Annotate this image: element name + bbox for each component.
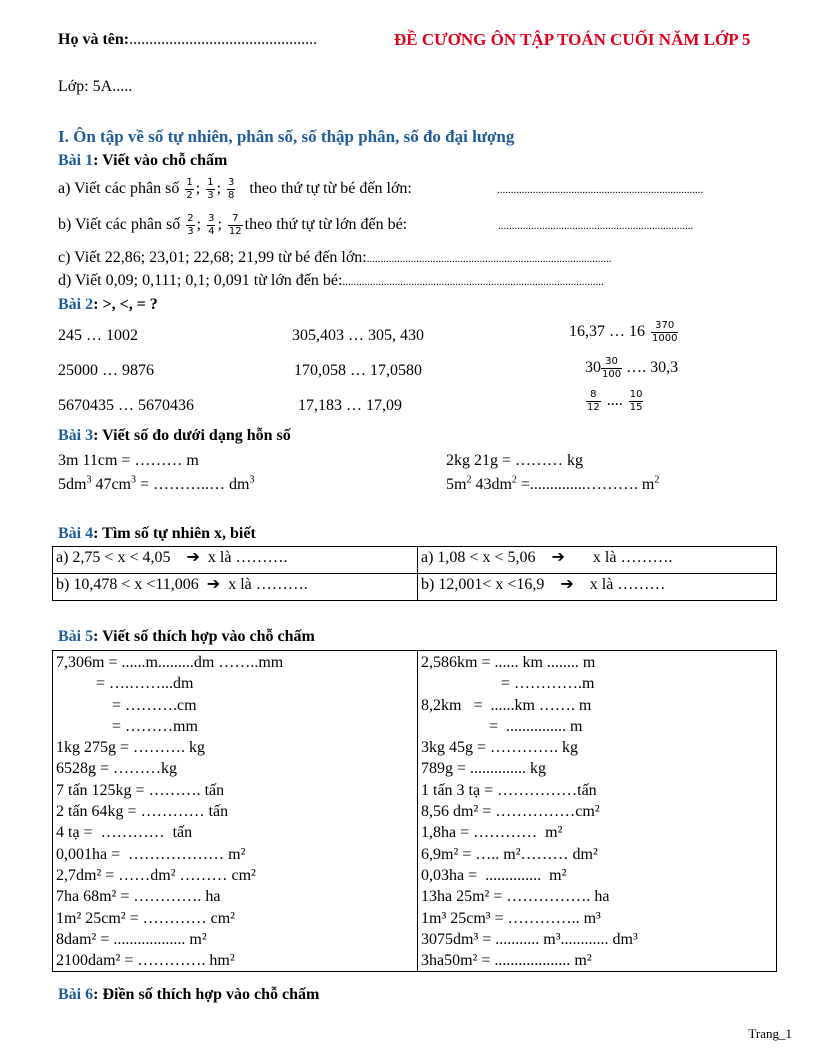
bai5-line: 2100dam² = …………. hm² (56, 952, 235, 970)
bai5-line: 7ha 68m² = …………. ha (56, 888, 221, 906)
bai1-a: a) Viết các phân số $\frac{1}{2}$ ; $\frac{1}{3}$ ; $\frac{3}{8}$ theo thứ tự từ bé đến lớn: (58, 177, 412, 201)
bai5-line: 6528g = ………kg (56, 760, 178, 778)
bai5-line: 8,56 dm² = ……………cm² (421, 803, 600, 821)
bai3-l2: $5dm^3$ $47cm^3$ = ………..… $dm^3$ (58, 474, 255, 493)
bai5-line: = ............... m (421, 717, 583, 735)
bai2-r1c1: 245 … 1002 (58, 327, 138, 344)
bai2-r2c3: 30 $\frac{30}{100}$ …. 30,3 (585, 356, 679, 380)
bai5-line: 3075dm³ = ........... m³............ dm³ (421, 930, 638, 948)
bai5-line: 0,03ha = .............. m² (421, 866, 567, 884)
bai5-line: 3kg 45g = …………. kg (421, 739, 579, 757)
bai1-title: Bài 1: Viết vào chỗ chấm (58, 152, 228, 169)
arrow-icon: ➔ (560, 576, 574, 593)
bai5-line: = ……….cm (56, 696, 197, 714)
bai5-line: = ….……...dm (56, 675, 194, 693)
bai5-line: 2,586km = ...... km ........ m (421, 654, 596, 671)
bai2-r2c2: 170,058 … 17,0580 (294, 362, 422, 379)
bai5-line: 2,7dm² = ……dm² ……… cm² (56, 866, 256, 884)
bai5-line: 2 tấn 64kg = ………… tấn (56, 803, 229, 821)
bai3-r1: 2kg 21g = ……… kg (446, 452, 584, 469)
bai4-cell: a) 1,08 < x < 5,06 ➔ x là ………. (418, 547, 777, 574)
fraction: $\frac{8}{12}$ (587, 389, 600, 413)
bai2-r3c3: $\frac{8}{12}$ .... $\frac{10}{15}$ (587, 389, 643, 413)
bai1-b: b) Viết các phân số $\frac{2}{3}$ ; $\frac{3}{4}$ ; $\frac{7}{12}$ theo thứ tự từ lớn đến bé: (58, 213, 408, 237)
bai1-c: c) Viết 22,86; 23,01; 22,68; 21,99 từ bé đến lớn:......................................................................................... (58, 249, 612, 266)
arrow-icon: ➔ (551, 549, 565, 566)
bai5-line: 7,306m = ......m.........dm ……..mm (56, 654, 284, 671)
bai2-r3c1: 5670435 … 5670436 (58, 397, 194, 414)
fraction: $\frac{1}{2}$ (186, 177, 193, 201)
name-label: Họ và tên:............................................... (58, 31, 318, 48)
bai2-r3c2: 17,183 … 17,09 (298, 397, 402, 414)
bai5-title: Bài 5: Viết số thích hợp vào chỗ chấm (58, 628, 315, 645)
fraction: $\frac{370}{1000}$ (652, 320, 678, 344)
bai2-r2c1: 25000 … 9876 (58, 362, 154, 379)
bai4-cell: b) 12,001< x <16,9 ➔ x là ……… (418, 574, 777, 601)
bai5-line: 6,9m² = ….. m²……… dm² (421, 845, 598, 863)
bai5-line: 3ha50m² = ................... m² (421, 952, 592, 970)
bai5-line: 8dam² = .................. m² (56, 930, 207, 948)
bai4-cell: a) 2,75 < x < 4,05 ➔ x là ………. (53, 547, 418, 574)
bai4-cell: b) 10,478 < x <11,006 ➔ x là ………. (53, 574, 418, 601)
bai5-table (52, 650, 777, 972)
bai1-a-dots: ........................................................................... (497, 184, 704, 196)
fraction: $\frac{30}{100}$ (602, 356, 622, 380)
bai3-l1: 3m 11cm = ……… m (58, 452, 199, 469)
bai2-r1c2: 305,403 … 305, 430 (292, 327, 424, 344)
bai5-line: 7 tấn 125kg = ………. tấn (56, 781, 225, 799)
bai5-line: 0,001ha = ……………… m² (56, 845, 246, 863)
bai5-right-column (418, 651, 777, 972)
bai3-title: Bài 3: Viết số đo dưới dạng hỗn số (58, 427, 291, 444)
class-label: Lớp: 5A..... (58, 78, 133, 95)
bai5-line: 1,8ha = ………… m² (421, 824, 563, 842)
document-title: ĐỀ CƯƠNG ÔN TẬP TOÁN CUỐI NĂM LỚP 5 (394, 30, 751, 49)
bai2-r1c3: 16,37 … 16 $\frac{370}{1000}$ (569, 320, 678, 344)
fraction: $\frac{3}{4}$ (208, 213, 215, 237)
bai5-line: 1 tấn 3 tạ = ……………tấn (421, 781, 597, 799)
arrow-icon: ➔ (186, 549, 200, 566)
bai4-title: Bài 4: Tìm số tự nhiên x, biết (58, 525, 256, 542)
bai5-line: 1m³ 25cm³ = ………….. m³ (421, 909, 601, 927)
bai5-line: = ………mm (56, 717, 198, 735)
bai5-left-column (53, 651, 418, 972)
bai5-line: 1m² 25cm² = ………… cm² (56, 909, 235, 927)
bai6-title: Bài 6: Điền số thích hợp vào chỗ chấm (58, 986, 320, 1003)
bai2-title: Bài 2: >, <, = ? (58, 296, 158, 313)
bai4-table (52, 546, 777, 601)
fraction: $\frac{7}{12}$ (228, 213, 242, 237)
arrow-icon: ➔ (206, 576, 221, 593)
bai5-line: 789g = .............. kg (421, 760, 547, 778)
section-title: I. Ôn tập về số tự nhiên, phân số, số thập phân, số đo đại lượng (58, 127, 515, 146)
bai5-line: 13ha 25m² = ……………. ha (421, 888, 610, 906)
bai5-line: 8,2km = ......km ……. m (421, 696, 592, 714)
bai5-line: = ………….m (421, 675, 595, 693)
bai1-d: d) Viết 0,09; 0,111; 0,1; 0,091 từ lớn đến bé:............................................................................................... (58, 272, 604, 289)
bai3-r2: $5m^2$ $43dm^2$ =..............………. $m^2$ (446, 474, 660, 493)
page-number: Trang_1 (748, 1026, 792, 1041)
fraction: $\frac{3}{8}$ (228, 177, 235, 201)
bai1-b-dots: ....................................................................... (498, 220, 694, 232)
bai5-line: 1kg 275g = ………. kg (56, 739, 206, 757)
bai5-line: 4 tạ = ………… tấn (56, 824, 193, 842)
fraction: $\frac{10}{15}$ (629, 389, 643, 413)
fraction: $\frac{2}{3}$ (187, 213, 194, 237)
name-dots: ............................................... (129, 31, 318, 48)
fraction: $\frac{1}{3}$ (207, 177, 214, 201)
